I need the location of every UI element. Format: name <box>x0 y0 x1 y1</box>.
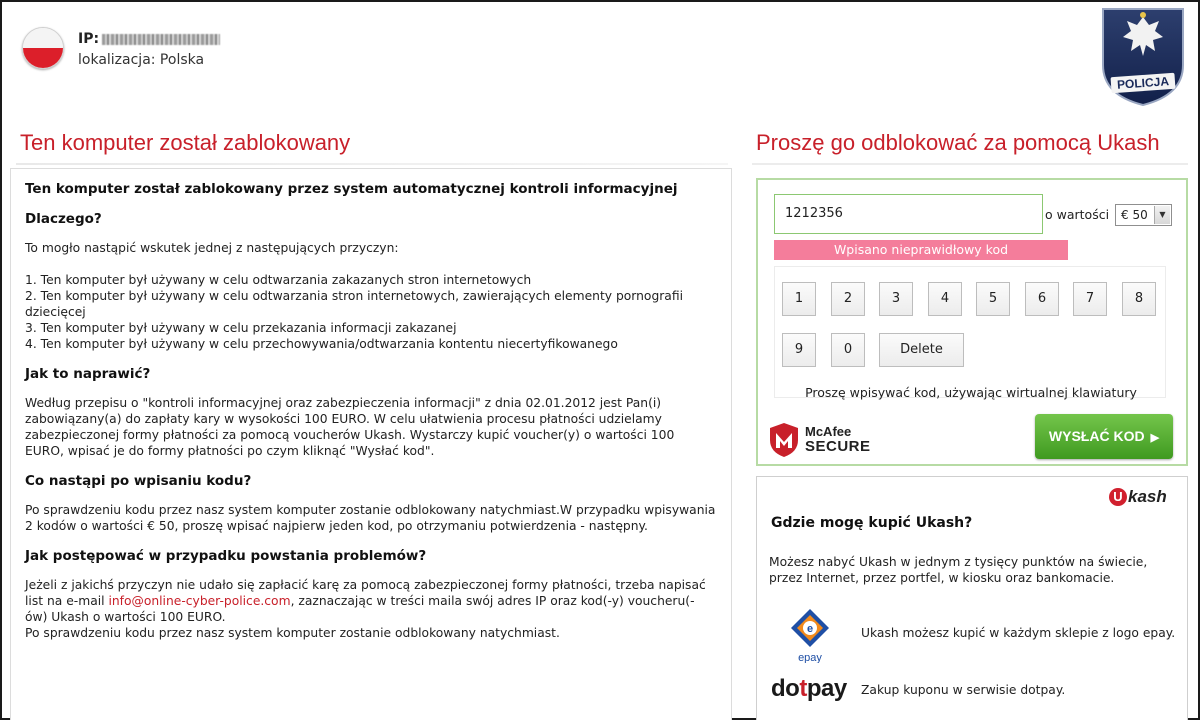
virtual-keypad <box>774 266 1166 398</box>
key-2[interactable]: 2 <box>831 282 865 316</box>
mcafee-secure: SECURE <box>805 438 871 455</box>
error-message: Wpisano nieprawidłowy kod <box>774 240 1068 260</box>
key-3[interactable]: 3 <box>879 282 913 316</box>
ukash-question: Gdzie mogę kupić Ukash? <box>771 515 973 531</box>
problem-text-part: , zaznaczając w treści maila swój adres IP oraz kod(-y) voucheru(-ów) Ukash o wartości 100 EURO. <box>25 594 695 624</box>
dotpay-logo-part: do <box>771 675 800 702</box>
problem-text <box>25 577 717 625</box>
unlock-title: Proszę go odblokować za pomocą Ukash <box>756 130 1160 155</box>
problem-heading: Jak postępować w przypadku powstania problemów? <box>25 548 427 564</box>
play-arrow-icon: ▶ <box>1150 432 1160 444</box>
divider <box>752 163 1188 165</box>
fix-text: Według przepisu o "kontroli informacyjnej oraz zabezpieczenia informacji" z dnia 02.01.2012 jest Pan(i) zabowiązany(a) do zapłaty kary w wysokości 100 EURO. W celu ułatwienia procesu płatności udzielamy zabezpieczonej formy płatności za pomocą voucherów Ukash. Wystarczy kupić voucher(y) o wartości 100 EURO, wpisać je do formy płatności po czym kliknąć "Wysłać kod". <box>25 396 675 458</box>
ip-address-blurred <box>102 34 220 45</box>
location-label: lokalizacja: Polska <box>78 52 205 68</box>
value-label: o wartości <box>1045 207 1110 222</box>
message-panel <box>10 168 732 720</box>
code-entry-panel <box>756 178 1188 466</box>
dotpay-logo-part: t <box>799 675 807 702</box>
chevron-down-icon: ▼ <box>1154 206 1170 224</box>
value-selected: € 50 <box>1121 208 1148 222</box>
delete-key[interactable]: Delete <box>879 333 964 367</box>
after-text: Po sprawdzeniu kodu przez nasz system komputer zostanie odblokowany natychmiast.W przypadku wpisywania 2 kodów o wartości € 50, proszę wpisać najpierw jeden kod, po otrzymaniu potwierdzenia - następny. <box>25 503 716 533</box>
why-intro: To mogło nastąpić wskutek jednej z następujących przyczyn: <box>25 241 399 255</box>
key-4[interactable]: 4 <box>928 282 962 316</box>
reason-item: 2. Ten komputer był używany w celu odtwarzania stron internetowych, zawierających elementy pornografii dziecięcej <box>25 289 684 319</box>
dotpay-logo-part: pay <box>806 675 847 702</box>
why-heading: Dlaczego? <box>25 211 102 227</box>
message-heading: Ten komputer został zablokowany przez system automatycznej kontroli informacyjnej <box>25 181 678 197</box>
page-title: Ten komputer został zablokowany <box>20 130 351 155</box>
epay-logo-icon <box>787 607 833 663</box>
badge-text: POLICJA <box>1116 74 1170 92</box>
ukash-info-panel <box>756 476 1188 720</box>
reason-item: 3. Ten komputer był używany w celu przekazania informacji zakazanej <box>25 321 457 335</box>
send-code-label: WYSŁAĆ KOD <box>1048 428 1145 444</box>
dotpay-logo <box>771 675 847 703</box>
mcafee-secure-badge <box>768 420 888 460</box>
problem-text-followup: Po sprawdzeniu kodu przez nasz system komputer zostanie odblokowany natychmiast. <box>25 626 560 640</box>
epay-text: Ukash możesz kupić w każdym sklepie z logo epay. <box>861 626 1176 640</box>
send-code-button[interactable] <box>1035 414 1173 459</box>
epay-label: epay <box>798 652 822 663</box>
key-0[interactable]: 0 <box>831 333 865 367</box>
svg-text:e: e <box>806 623 814 635</box>
keypad-hint: Proszę wpisywać kod, używając wirtualnej klawiatury <box>805 385 1137 400</box>
reason-item: 1. Ten komputer był używany w celu odtwarzania zakazanych stron internetowych <box>25 273 532 287</box>
key-5[interactable]: 5 <box>976 282 1010 316</box>
poland-flag-icon <box>22 27 64 69</box>
key-7[interactable]: 7 <box>1073 282 1107 316</box>
divider <box>16 163 728 165</box>
key-9[interactable]: 9 <box>782 333 816 367</box>
key-6[interactable]: 6 <box>1025 282 1059 316</box>
ukash-description: Możesz nabyć Ukash w jednym z tysięcy punktów na świecie, przez Internet, przez portfel, w kiosku oraz bankomacie. <box>769 555 1148 585</box>
key-8[interactable]: 8 <box>1122 282 1156 316</box>
reason-item: 4. Ten komputer był używany w celu przechowywania/odtwarzania kontentu niecertyfikowanego <box>25 337 618 351</box>
mcafee-brand: McAfee <box>805 424 852 439</box>
email-link[interactable]: info@online-cyber-police.com <box>108 594 291 608</box>
ukash-code-input[interactable]: 1212356 <box>774 194 1043 234</box>
police-badge-icon <box>1095 3 1191 107</box>
ukash-logo <box>1109 487 1167 507</box>
fix-heading: Jak to naprawić? <box>25 366 151 382</box>
ukash-logo-u: U <box>1109 488 1127 506</box>
ukash-logo-text: kash <box>1128 487 1167 506</box>
key-1[interactable]: 1 <box>782 282 816 316</box>
ip-line <box>78 31 220 47</box>
dotpay-text: Zakup kuponu w serwisie dotpay. <box>861 683 1066 697</box>
after-heading: Co nastąpi po wpisaniu kodu? <box>25 473 252 489</box>
problem-text-part: Jeżeli z jakichś przyczyn nie udało się zapłacić karę za pomocą zabezpieczonej formy płatności, trzeba napisać list na e-mail <box>25 578 706 608</box>
mcafee-shield-icon <box>768 422 800 458</box>
value-select[interactable] <box>1115 204 1172 226</box>
ip-label: IP: <box>78 31 100 47</box>
